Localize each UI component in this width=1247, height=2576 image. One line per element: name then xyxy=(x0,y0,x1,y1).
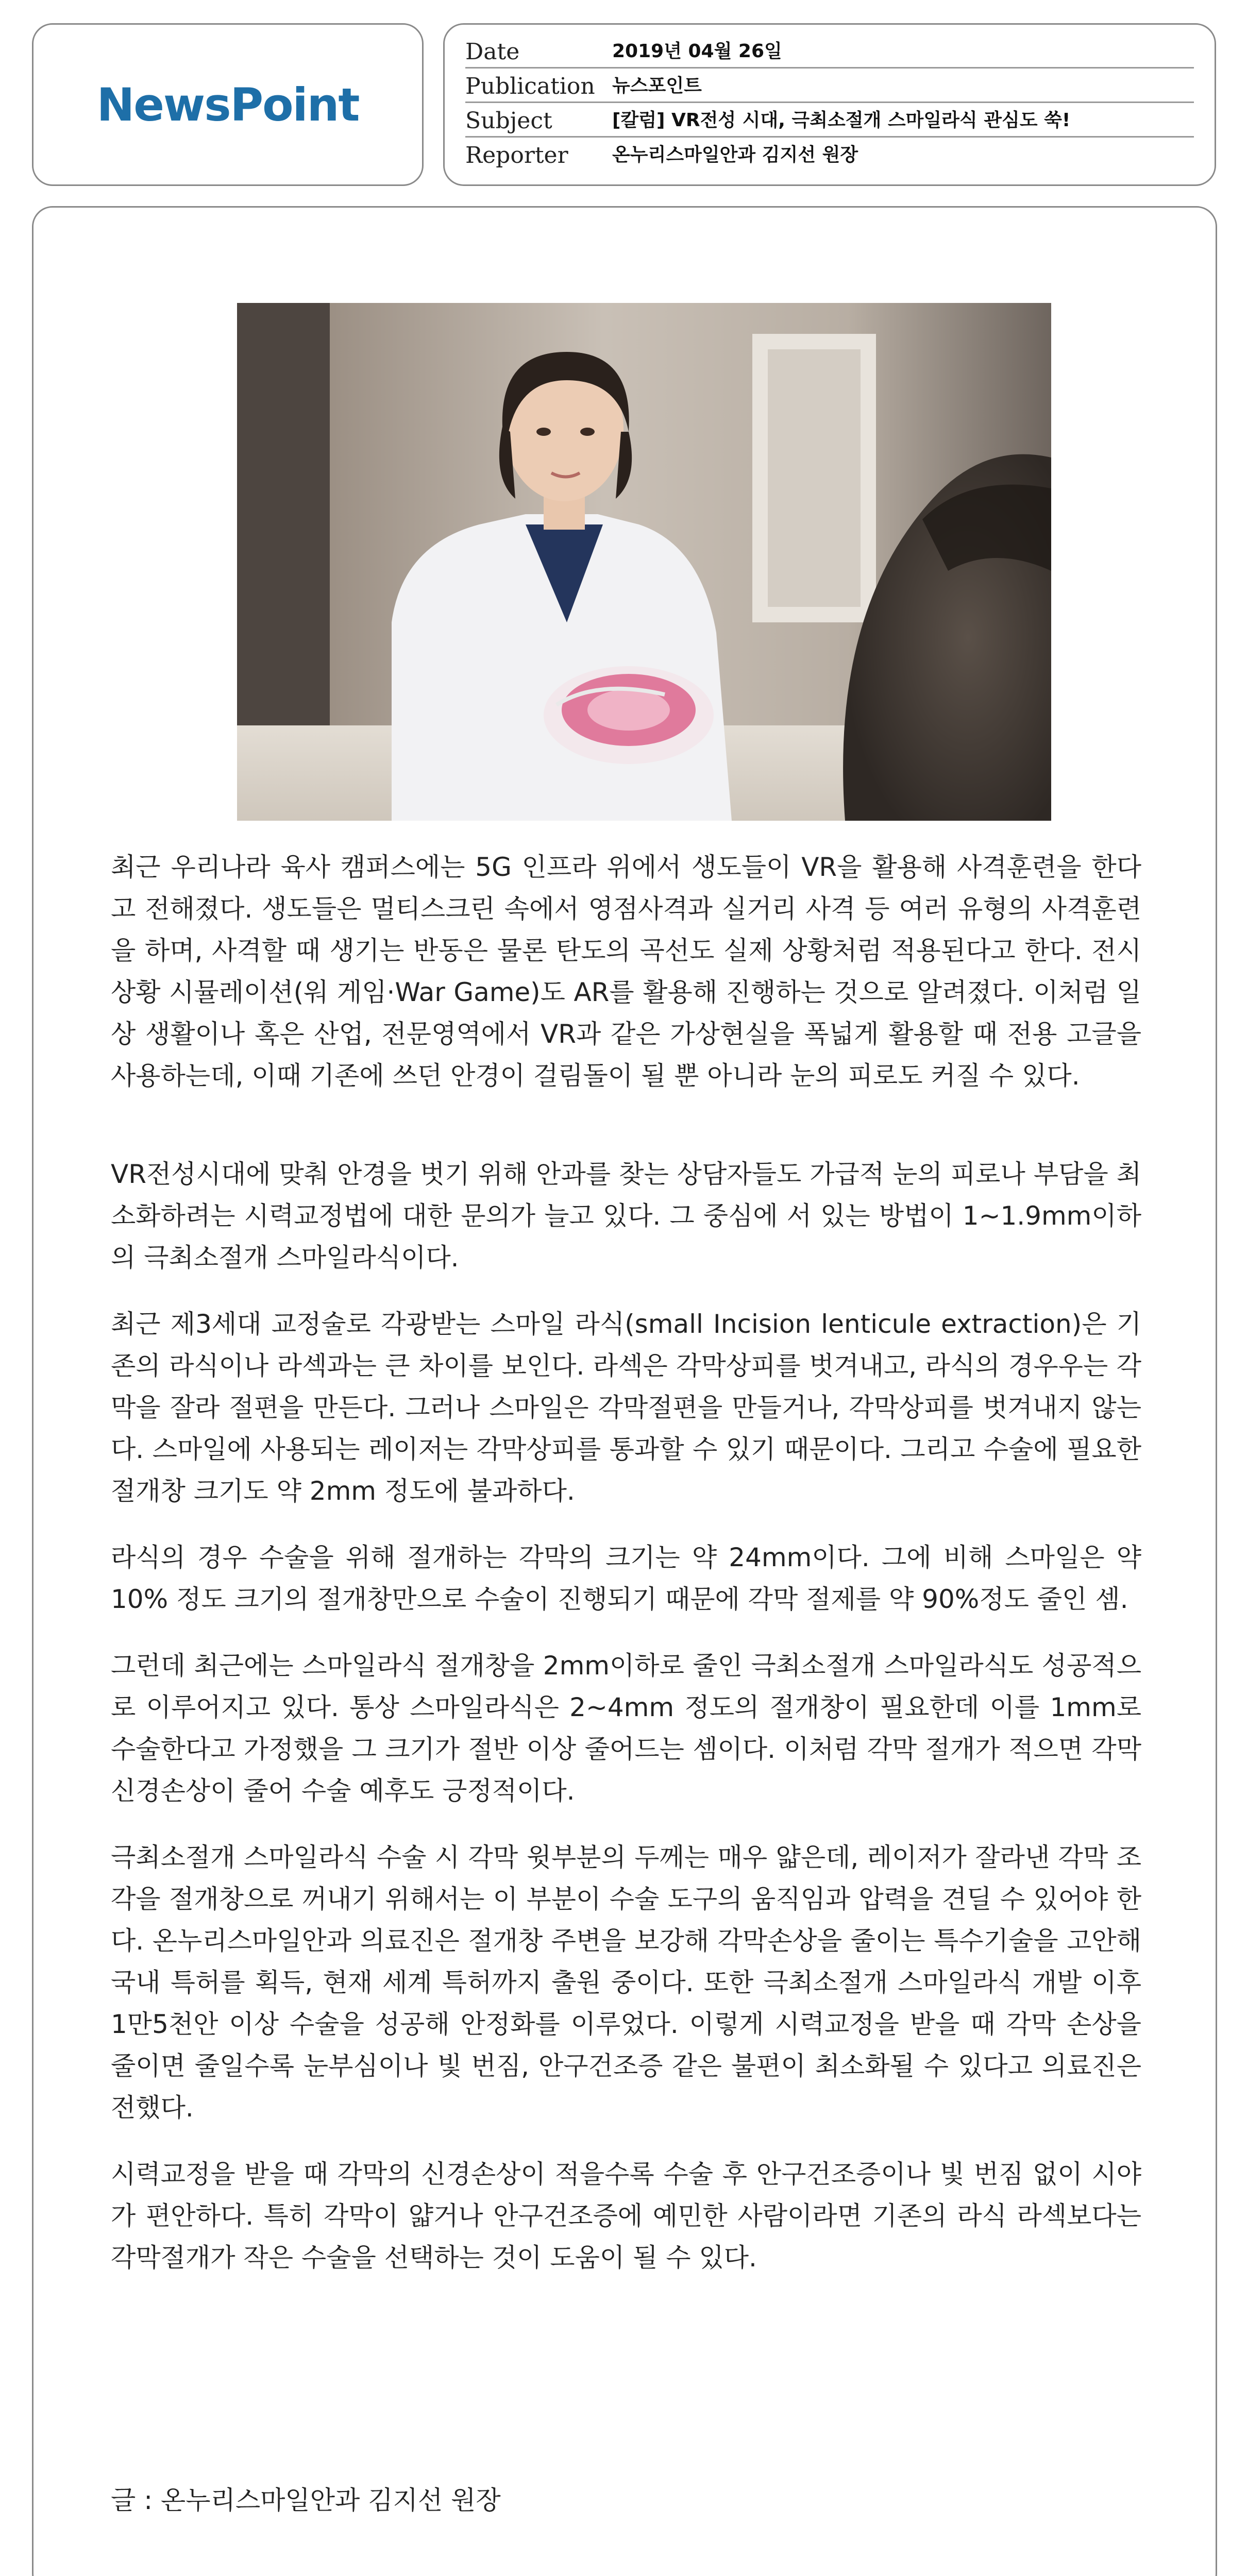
article-photo xyxy=(237,303,1051,821)
article-paragraph: 최근 우리나라 육사 캠퍼스에는 5G 인프라 위에서 생도들이 VR을 활용해 사격훈련을 한다고 전해졌다. 생도들은 멀티스크린 속에서 영점사격과 실거리 사격 등 여러 유형의 사격훈련을 하며, 사격할 때 생기는 반동은 물론 탄도의 곡선도 실제 상황처럼 적용된다고 한다. 전시 상황 시뮬레이션(워 게임·War Game)도 AR를 활용해 진행하는 것으로 알려졌다. 이처럼 일상 생활이나 혹은 산업, 전문영역에서 VR과 같은 가상현실을 폭넓게 활용할 때 전용 고글을 사용하는데, 이때 기존에 쓰던 안경이 걸림돌이 될 뿐 아니라 눈의 피로도 커질 수 있다. xyxy=(111,852,1141,1091)
meta-row-publication xyxy=(465,69,1194,103)
logo-box xyxy=(32,23,424,186)
article-byline: 글 : 온누리스마일안과 김지선 원장 xyxy=(111,2485,501,2515)
article-content-box xyxy=(32,206,1217,2576)
meta-row-date xyxy=(465,34,1194,69)
meta-label: Publication xyxy=(465,73,595,99)
article-paragraph: 최근 제3세대 교정술로 각광받는 스마일 라식(small Incision lenticule extraction)은 기존의 라식이나 라섹과는 큰 차이를 보인다. 라섹은 각막상피를 벗겨내고, 라식의 경우우는 각막을 잘라 절편을 만든다. 그러나 스마일은 각막절편을 만들거나, 각막상피를 벗겨내지 않는다. 스마일에 사용되는 레이저는 각막상피를 통과할 수 있기 때문이다. 그리고 수술에 필요한 절개창 크기도 약 2mm 정도에 불과하다. xyxy=(111,1309,1141,1506)
meta-value: 온누리스마일안과 김지선 원장 xyxy=(612,144,858,165)
article-paragraph: 그런데 최근에는 스마일라식 절개창을 2mm이하로 줄인 극최소절개 스마일라식도 성공적으로 이루어지고 있다. 통상 스마일라식은 2~4mm 정도의 절개창이 필요한데 이를 1mm로 수술한다고 가정했을 그 크기가 절반 이상 줄어드는 셈이다. 이처럼 각막 절개가 적으면 각막 신경손상이 줄어 수술 예후도 긍정적이다. xyxy=(111,1651,1141,1806)
meta-value: 뉴스포인트 xyxy=(612,75,702,96)
meta-label: Date xyxy=(465,39,520,65)
article-paragraph: VR전성시대에 맞춰 안경을 벗기 위해 안과를 찾는 상담자들도 가급적 눈의 피로나 부담을 최소화하려는 시력교정법에 대한 문의가 늘고 있다. 그 중심에 서 있는 방법이 1~1.9mm이하의 극최소절개 스마일라식이다. xyxy=(111,1159,1141,1273)
meta-value: 2019년 04월 26일 xyxy=(612,41,782,62)
newspoint-logo: NewsPoint xyxy=(96,78,359,131)
doctor-consultation-photo xyxy=(237,303,1051,821)
article-paragraph: 시력교정을 받을 때 각막의 신경손상이 적을수록 수술 후 안구건조증이나 빛 번짐 없이 시야가 편안하다. 특히 각막이 얇거나 안구건조증에 예민한 사람이라면 기존의 라식 라섹보다는 각막절개가 작은 수술을 선택하는 것이 도움이 될 수 있다. xyxy=(111,2159,1141,2273)
meta-label: Reporter xyxy=(465,142,568,168)
article-paragraph: 라식의 경우 수술을 위해 절개하는 각막의 크기는 약 24mm이다. 그에 비해 스마일은 약 10% 정도 크기의 절개창만으로 수술이 진행되기 때문에 각막 절제를 약 90%정도 줄인 셈. xyxy=(111,1543,1141,1614)
meta-row-reporter xyxy=(465,138,1194,171)
meta-row-subject xyxy=(465,103,1194,138)
article-body xyxy=(111,846,1141,2303)
meta-label: Subject xyxy=(465,108,552,134)
meta-value: [칼럼] VR전성 시대, 극최소절개 스마일라식 관심도 쑥! xyxy=(612,110,1071,131)
article-meta-table xyxy=(443,23,1216,186)
article-paragraph: 극최소절개 스마일라식 수술 시 각막 윗부분의 두께는 매우 얇은데, 레이저가 잘라낸 각막 조각을 절개창으로 꺼내기 위해서는 이 부분이 수술 도구의 움직임과 압력을 견딜 수 있어야 한다. 온누리스마일안과 의료진은 절개창 주변을 보강해 각막손상을 줄이는 특수기술을 고안해 국내 특허를 획득, 현재 세계 특허까지 출원 중이다. 또한 극최소절개 스마일라식 개발 이후 1만5천안 이상 수술을 성공해 안정화를 이루었다. 이렇게 시력교정을 받을 때 각막 손상을 줄이면 줄일수록 눈부심이나 빛 번짐, 안구건조증 같은 불편이 최소화될 수 있다고 의료진은 전했다. xyxy=(111,1842,1141,2123)
